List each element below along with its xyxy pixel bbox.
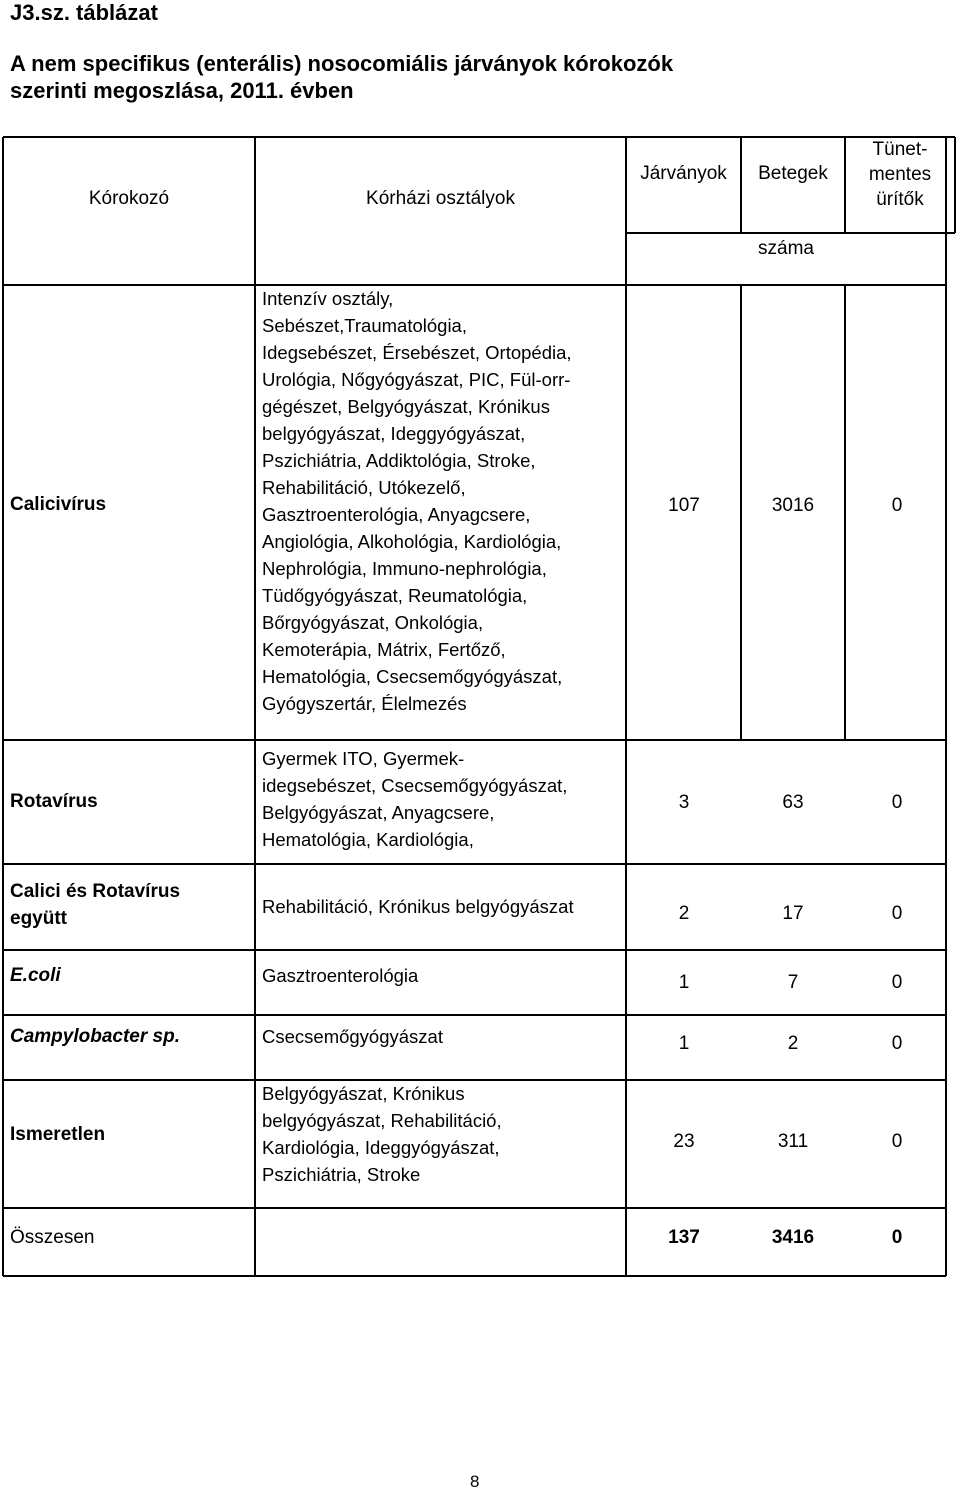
row-calicivirus-wards: [262, 285, 572, 717]
ward-line: Belgyógyászat, Anyagcsere,: [262, 802, 495, 823]
page-number: 8: [470, 1472, 480, 1491]
total-outbreaks: 137: [668, 1227, 700, 1248]
ward-line: Gyógyszertár, Élelmezés: [262, 693, 467, 714]
table-title-line-2: szerinti megoszlása, 2011. évben: [10, 78, 354, 103]
ward-line: Hematológia, Kardiológia,: [262, 829, 474, 850]
row-campylobacter-outbreaks: 1: [678, 1033, 690, 1054]
row-unknown-carriers: 0: [891, 1131, 903, 1152]
ward-line: Gasztroenterológia, Anyagcsere,: [262, 504, 531, 525]
total-carriers: 0: [891, 1227, 903, 1248]
row-ecoli-pathogen: E.coli: [10, 965, 61, 986]
total-patients: 3416: [771, 1227, 815, 1248]
row-calici-rota-wards: Rehabilitáció, Krónikus belgyógyászat: [262, 896, 574, 917]
row-calicivirus-carriers: 0: [891, 495, 903, 516]
ward-line: Angiológia, Alkohológia, Kardiológia,: [262, 531, 562, 552]
row-calici-rota-pathogen: [10, 878, 180, 932]
ward-line: Pszichiátria, Stroke: [262, 1164, 421, 1185]
ward-line: belgyógyászat, Ideggyógyászat,: [262, 423, 526, 444]
header-carriers: [845, 137, 955, 212]
row-rotavirus-pathogen: Rotavírus: [10, 791, 98, 812]
row-campylobacter-carriers: 0: [891, 1033, 903, 1054]
header-wards: Kórházi osztályok: [366, 188, 515, 209]
ward-line: Gyermek ITO, Gyermek-: [262, 748, 465, 769]
ward-line: idegsebészet, Csecsemőgyógyászat,: [262, 775, 568, 796]
row-ecoli-patients: 7: [787, 972, 799, 993]
row-rotavirus-carriers: 0: [891, 792, 903, 813]
total-label: Összesen: [10, 1227, 95, 1248]
row-unknown-patients: 311: [777, 1131, 809, 1152]
ward-line: Pszichiátria, Addiktológia, Stroke,: [262, 450, 536, 471]
row-campylobacter-patients: 2: [787, 1033, 799, 1054]
row-rotavirus-patients: 63: [782, 792, 804, 813]
table-title-line-1: A nem specifikus (enterális) nosocomiális járványok kórokozók: [10, 51, 674, 76]
ward-line: Tüdőgyógyászat, Reumatológia,: [262, 585, 528, 606]
row-calici-rota-patients: 17: [782, 903, 804, 924]
header-carriers-line-3: ürítők: [876, 189, 924, 210]
ward-line: gégészet, Belgyógyászat, Krónikus: [262, 396, 550, 417]
ward-line: Kardiológia, Ideggyógyászat,: [262, 1137, 500, 1158]
header-pathogen: Kórokozó: [88, 188, 170, 209]
ward-line: Intenzív osztály,: [262, 288, 394, 309]
row-calicivirus-outbreaks: 107: [668, 495, 700, 516]
row-calici-rota-carriers: 0: [891, 903, 903, 924]
ward-line: Bőrgyógyászat, Onkológia,: [262, 612, 484, 633]
row-calicivirus-patients: 3016: [771, 495, 815, 516]
row-campylobacter-wards: Csecsemőgyógyászat: [262, 1026, 443, 1047]
row-campylobacter-pathogen: Campylobacter sp.: [10, 1026, 180, 1047]
row-ecoli-wards: Gasztroenterológia: [262, 965, 419, 986]
ward-line: Hematológia, Csecsemőgyógyászat,: [262, 666, 563, 687]
ward-line: Idegsebészet, Érsebészet, Ortopédia,: [262, 342, 572, 363]
row-unknown-outbreaks: 23: [673, 1131, 695, 1152]
header-outbreaks: Járványok: [640, 163, 727, 184]
table-label: J3.sz. táblázat: [10, 0, 158, 25]
ward-line: Sebészet,Traumatológia,: [262, 315, 467, 336]
header-carriers-line-1: Tünet-: [872, 139, 928, 160]
header-carriers-line-2: mentes: [868, 164, 932, 185]
row-ecoli-outbreaks: 1: [678, 972, 690, 993]
row-rotavirus-outbreaks: 3: [678, 792, 690, 813]
row-unknown-wards: [262, 1080, 502, 1188]
header-count: száma: [758, 238, 814, 259]
ward-line: Nephrológia, Immuno-nephrológia,: [262, 558, 547, 579]
ward-line: belgyógyászat, Rehabilitáció,: [262, 1110, 502, 1131]
row-unknown-pathogen: Ismeretlen: [10, 1124, 106, 1145]
ward-line: Urológia, Nőgyógyászat, PIC, Fül-orr-: [262, 369, 571, 390]
row-rotavirus-wards: [262, 745, 567, 853]
ward-line: Kemoterápia, Mátrix, Fertőző,: [262, 639, 506, 660]
row-calici-rota-outbreaks: 2: [678, 903, 690, 924]
ward-line: Rehabilitáció, Utókezelő,: [262, 477, 466, 498]
pathogen-line: együtt: [10, 908, 67, 929]
pathogen-line: Calici és Rotavírus: [10, 881, 181, 902]
row-calicivirus-pathogen: Calicivírus: [10, 494, 107, 515]
ward-line: Belgyógyászat, Krónikus: [262, 1083, 465, 1104]
row-ecoli-carriers: 0: [891, 972, 903, 993]
header-patients: Betegek: [758, 163, 828, 184]
